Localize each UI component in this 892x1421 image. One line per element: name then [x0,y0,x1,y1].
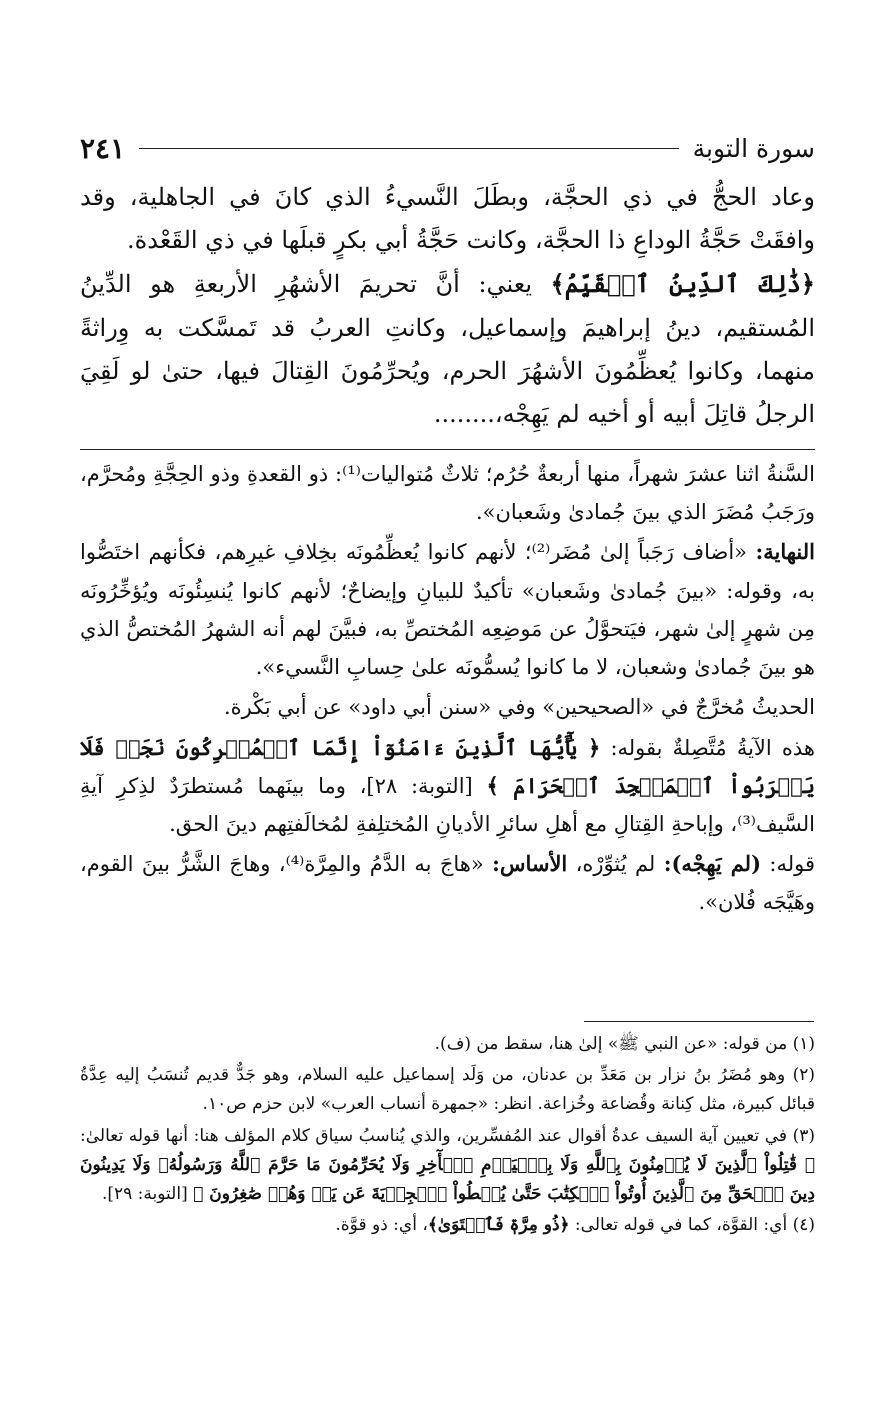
commentary-paragraph: هذه الآيةُ مُتَّصِلةٌ بقوله: ﴿ يَٰٓأَيُّهَا ٱلَّذِينَ ءَامَنُوٓاْ إِنَّمَا ٱلۡمُشۡرِكُونَ نَجَسٞ فَلَا يَقۡرَبُواْ ٱلۡمَسۡجِدَ ٱلۡحَرَامَ ﴾ [التوبة: ٢٨]، وما بينَهما مُستطرَدٌ لذِكرِ آيةِ السَّيف⁽³⁾، وإباحةِ القِتالِ مع أهلِ سائرِ الأديانِ المُختلِفةِ لمُخالَفتِهم دينَ الحق. [80,734,816,836]
footnote: (٤) أي: القوَّة، كما في قوله تعالى: ﴿ذُو مِرَّةٖ فَٱسۡتَوَىٰ﴾، أي: ذو قوَّة. [335,1215,815,1236]
footnote: (٣) في تعيين آية السيف عدةُ أقوال عند المُفسِّرين، والذي يُناسبُ سياق كلام المؤلف هنا: أنها قوله تعالىٰ: ﴿ قَٰتِلُواْ ٱلَّذِينَ لَا يُؤۡمِنُونَ بِٱللَّهِ وَلَا بِٱلۡيَوۡمِ ٱلۡأٓخِرِ وَلَا يُحَرِّمُونَ مَا حَرَّمَ ٱللَّهُ وَرَسُولُهُۥ وَلَا يَدِينُونَ دِينَ ٱلۡحَقِّ مِنَ ٱلَّذِينَ أُوتُواْ ٱلۡكِتَٰبَ حَتَّىٰ يُعۡطُواْ ٱلۡجِزۡيَةَ عَن يَدٖ وَهُمۡ صَٰغِرُونَ ﴾ [التوبة: ٢٩]. [80,1125,815,1205]
commentary-paragraph: الحديثُ مُخرَّجٌ في «الصحيحين» وفي «سنن أبي داود» عن أبي بَكْرة. [224,695,815,720]
commentary-paragraph: السَّنةُ اثنا عشرَ شهراً، منها أربعةٌ حُرُم؛ ثلاثٌ مُتواليات⁽¹⁾: ذو القعدةِ وذو الحِجَّةِ ومُحرَّم، ورَجَبُ مُضَرَ الذي بينَ جُمادىٰ وشَعبان». [80,462,815,525]
commentary-paragraph: النهاية: «أضاف رَجَباً إلىٰ مُضَر⁽²⁾؛ لأنهم كانوا يُعظِّمُونَه بخِلافِ غيرِهم، فكأنهم اختَصُّوا به، وقوله: «بينَ جُمادىٰ وشَعبان» تأكيدٌ للبيانِ وإيضاحٌ؛ لأنهم كانوا يُنسِئُونَه ويُؤخِّرُونَه مِن شهرٍ إلىٰ شهر، فيَتحوَّلُ عن مَوضِعِه المُختصِّ به، فبيَّنَ لهم أنه الشهرُ المُختصُّ الذي هو بينَ جُمادىٰ وشعبان، لا ما كانوا يُسمُّونَه علىٰ حِسابِ النَّسيء». [80,539,815,680]
footnote-divider [584,1021,814,1022]
lemma: (لم يَهِجْه): [663,851,762,877]
commentary-section [80,455,815,924]
section-divider [80,449,815,450]
footnote: (٢) وهو مُضَرُ بنُ نزار بن مَعَدِّ بن عدنان، من وَلَد إسماعيل عليه السلام، وهو جَدٌّ قديم تُنسَبُ إليه عِدَّةُ قبائل كبيرة، مثل كِنانة وقُضاعة وخُزاعة. انظر: «جمهرة أنساب العرب» لابن حزم ص١٠. [80,1065,815,1115]
page-number: ٢٤١ [80,131,126,165]
main-paragraph: وعاد الحجُّ في ذي الحجَّة، وبطَلَ النَّسيءُ الذي كانَ في الجاهلية، وقد وافقَتْ حَجَّةُ الوداعِ ذا الحجَّة، وكانت حَجَّةُ أبي بكرٍ قبلَها في ذي القَعْدة. [80,183,815,255]
source-label: الأساس: [492,851,568,877]
footnote: (١) من قوله: «عن النبي ﷺ» إلىٰ هنا، سقط من (ف). [434,1034,815,1054]
source-label: النهاية: [755,539,815,565]
quran-verse: ﴿ قَٰتِلُواْ ٱلَّذِينَ لَا يُؤۡمِنُونَ بِٱللَّهِ وَلَا بِٱلۡيَوۡمِ ٱلۡأٓخِرِ وَلَا يُحَرِّمُونَ مَا حَرَّمَ ٱللَّهُ وَرَسُولُهُۥ وَلَا يَدِينُونَ دِينَ ٱلۡحَقِّ مِنَ ٱلَّذِينَ أُوتُواْ ٱلۡكِتَٰبَ حَتَّىٰ يُعۡطُواْ ٱلۡجِزۡيَةَ عَن يَدٖ وَهُمۡ صَٰغِرُونَ ﴾ [80,1154,815,1205]
quran-verse: ﴿ذَٰلِكَ ٱلدِّينُ ٱلۡقَيِّمُ﴾ [550,269,815,299]
header-rule [139,148,679,149]
commentary-paragraph: قوله: (لم يَهِجْه): لم يُثوِّرْه، الأساس: «هاجَ به الدَّمُ والمِرَّة⁽⁴⁾، وهاجَ الشَّرُّ بينَ القوم، وهَيَّجَه فُلان». [80,851,816,915]
page-header [80,126,815,170]
main-paragraph: ﴿ذَٰلِكَ ٱلدِّينُ ٱلۡقَيِّمُ﴾ يعني: أنَّ تحريمَ الأشهُرِ الأربعةِ هو الدِّينُ المُستقيم، دينُ إبراهيمَ وإسماعيل، وكانتِ العربُ قد تَمسَّكت به وِراثةً منهما، وكانوا يُعظِّمُونَ الأشهُرَ الحرم، ويُحرِّمُونَ القِتالَ فيها، حتىٰ لو لَقِيَ الرجلُ قاتِلَ أبيه أو أخيه لم يَهِجْه،........ [80,269,815,428]
main-text [80,176,815,436]
quran-verse: ﴿ يَٰٓأَيُّهَا ٱلَّذِينَ ءَامَنُوٓاْ إِنَّمَا ٱلۡمُشۡرِكُونَ نَجَسٞ فَلَا يَقۡرَبُواْ ٱلۡمَسۡجِدَ ٱلۡحَرَامَ ﴾ [80,734,816,798]
quran-verse: ﴿ذُو مِرَّةٖ فَٱسۡتَوَىٰ﴾ [427,1215,570,1236]
surah-title: سورة التوبة [692,133,815,163]
footnotes [80,1030,815,1243]
